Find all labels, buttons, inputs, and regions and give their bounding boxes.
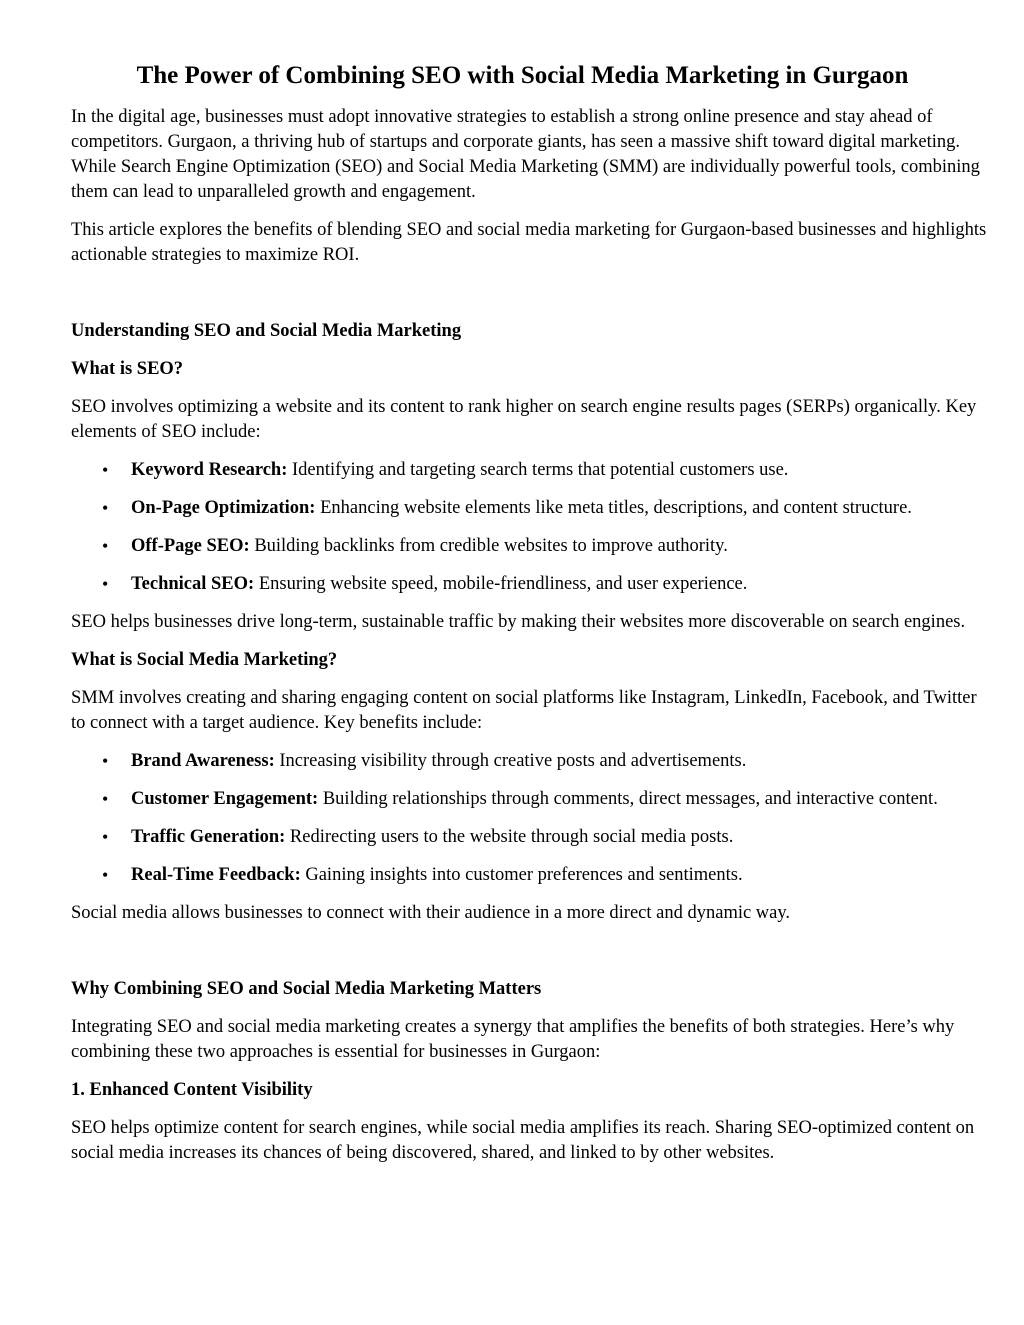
list-item-text: Building backlinks from credible websites to improve authority.: [249, 535, 728, 556]
list-item-text: Identifying and targeting search terms that potential customers use.: [287, 459, 789, 480]
list-item-term: Technical SEO:: [131, 573, 255, 594]
list-item-text: Increasing visibility through creative posts and advertisements.: [274, 750, 747, 771]
why-combining-lead-paragraph: Integrating SEO and social media marketing creates a synergy that amplifies the benefits of both strategies. Here’s why combining these two approaches is essential for businesses in Gurgaon:: [71, 1016, 955, 1062]
section-spacer: [71, 281, 994, 319]
list-item: [71, 787, 994, 812]
smm-closing-paragraph: Social media allows businesses to connect with their audience in a more direct and dynamic way.: [71, 902, 791, 923]
list-item: [71, 534, 994, 559]
list-item-term: On-Page Optimization:: [131, 497, 316, 518]
list-item: [71, 749, 994, 774]
list-item-term: Brand Awareness:: [131, 750, 275, 771]
list-item: [71, 825, 994, 850]
bullet-icon: •: [102, 864, 109, 885]
bullet-icon: •: [102, 573, 109, 594]
bullet-icon: •: [102, 750, 109, 771]
list-item-term: Traffic Generation:: [131, 826, 286, 847]
list-item: [71, 496, 994, 521]
page-title: The Power of Combining SEO with Social Media Marketing in Gurgaon: [136, 62, 909, 89]
list-item-term: Customer Engagement:: [131, 788, 319, 809]
bullet-icon: •: [102, 535, 109, 556]
smm-lead-paragraph: SMM involves creating and sharing engaging content on social platforms like Instagram, LinkedIn, Facebook, and Twitter to connect with a target audience. Key benefits include:: [71, 687, 977, 733]
enhanced-visibility-paragraph: SEO helps optimize content for search engines, while social media amplifies its reach. Sharing SEO-optimized content on social media increases its chances of being discovered, shared, and linked to by other websites.: [71, 1117, 975, 1163]
list-item: [71, 863, 994, 888]
subheading-what-is-seo: What is SEO?: [71, 358, 184, 379]
bullet-icon: •: [102, 826, 109, 847]
smm-benefits-list: [71, 749, 994, 888]
subheading-enhanced-visibility: 1. Enhanced Content Visibility: [71, 1079, 313, 1100]
section-heading-why-combining: Why Combining SEO and Social Media Marketing Matters: [71, 978, 542, 999]
intro-paragraph-1: In the digital age, businesses must adopt innovative strategies to establish a strong online presence and stay ahead of competitors. Gurgaon, a thriving hub of startups and corporate giants, has seen a massive shift toward digital marketing. While Search Engine Optimization (SEO) and Social Media Marketing (SMM) are individually powerful tools, combining them can lead to unparalleled growth and engagement.: [71, 106, 980, 202]
list-item-term: Off-Page SEO:: [131, 535, 250, 556]
list-item-term: Real-Time Feedback:: [131, 864, 301, 885]
list-item-text: Ensuring website speed, mobile-friendliness, and user experience.: [254, 573, 748, 594]
list-item: [71, 458, 994, 483]
section-spacer: [71, 939, 994, 977]
bullet-icon: •: [102, 459, 109, 480]
list-item: [71, 572, 994, 597]
bullet-icon: •: [102, 497, 109, 518]
bullet-icon: •: [102, 788, 109, 809]
subheading-what-is-smm: What is Social Media Marketing?: [71, 649, 338, 670]
intro-paragraph-2: This article explores the benefits of blending SEO and social media marketing for Gurgaon-based businesses and highlights actionable strategies to maximize ROI.: [71, 219, 987, 265]
list-item-text: Enhancing website elements like meta titles, descriptions, and content structure.: [315, 497, 912, 518]
seo-lead-paragraph: SEO involves optimizing a website and its content to rank higher on search engine results pages (SERPs) organically. Key elements of SEO include:: [71, 396, 977, 442]
seo-closing-paragraph: SEO helps businesses drive long-term, sustainable traffic by making their websites more discoverable on search engines.: [71, 611, 966, 632]
list-item-text: Gaining insights into customer preferences and sentiments.: [300, 864, 743, 885]
list-item-text: Building relationships through comments, direct messages, and interactive content.: [318, 788, 938, 809]
list-item-text: Redirecting users to the website through social media posts.: [285, 826, 734, 847]
section-heading-understanding: Understanding SEO and Social Media Marketing: [71, 320, 462, 341]
list-item-term: Keyword Research:: [131, 459, 288, 480]
seo-elements-list: [71, 458, 994, 597]
